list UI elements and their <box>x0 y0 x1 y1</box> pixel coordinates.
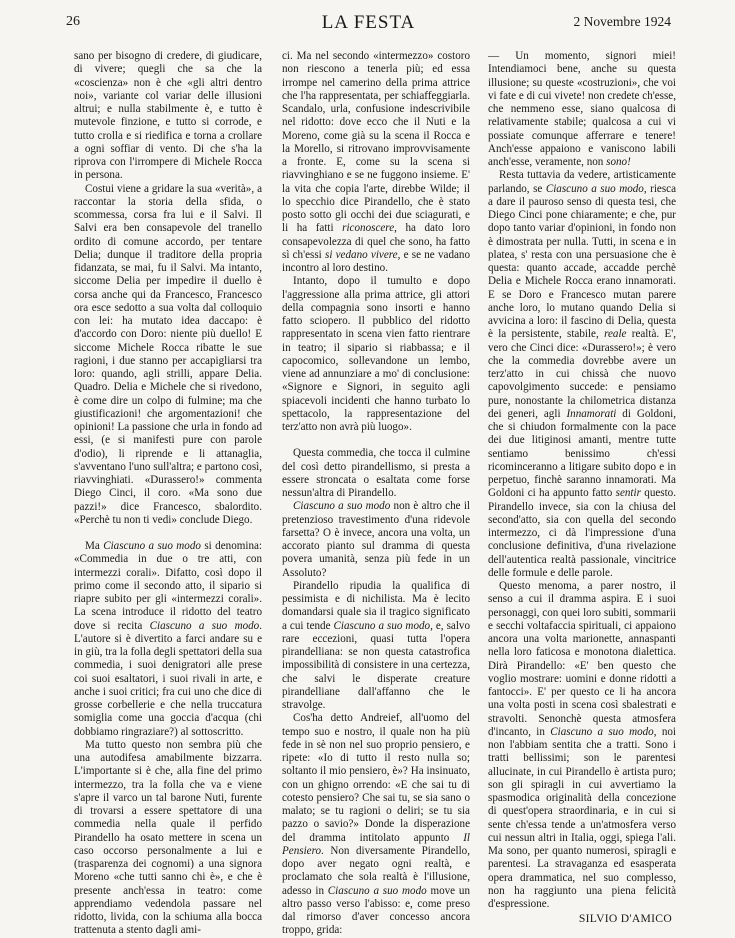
paragraph: Pirandello ripudia la qualifica di pessimista e di nichilista. Ma è lecito domandarsi quale sia il tragico significato a cui tende Ciascuno a suo modo, e, salvo rare eccezioni, quasi tutta l'opera pirandelliana: se non questa catastrofica impossibilità di consistere in una certezza, che salvi le disperate creature pirandelliane dall'affanno che le stravolge. <box>282 579 471 711</box>
paragraph: Questo menoma, a parer nostro, il senso a cui il dramma aspira. E i suoi personaggi, con quei loro subiti, sommarii e secchi voltafaccia spirituali, ci appaiono ancora una volta marionette, annaspanti nella loro faticosa e monotona dialettica. Dirà Pirandello: «E' ben questo che voglio mostrare: uomini e donne ridotti a fantocci». E' per questo ce li ha ancora una volta posti in scena così sbalestrati e stravolti. Senonchè questa atmosfera d'incanto, in Ciascuno a suo modo, noi non l'abbiam sentita che a tratti. Sono i tratti bellissimi; son le parentesi allucinate, in cui Pirandello è artista puro; son gli spiragli in cui avvertiamo la spasmodica originalità della concezione di quest'opera straordinaria, e in cui si sente ch'essa tende a un'atmosfera verso cui nessun altri in Italia, oggi, spiega l'ali. Ma sono, per quanto numerosi, spiragli e parentesi. La stravaganza ed esasperata opera drammatica, nel suo complesso, non ha raggiunto una piena felicità d'espressione. <box>488 580 677 910</box>
play-title: Ciascuno a suo modo <box>149 619 260 632</box>
paragraph: sano per bisogno di credere, di giudicare, di vivere; quegli che sa che la «coscienza» non è che «gli altri dentro noi», variante col variar delle illusioni altrui; e nulla stabilmente è, e tutto è mutevole finzione, e tutto si corrode, e tutto crolla e si riedifica e torna a crollare a ogni soffiar di vento. Di che s'ha la riprova con l'irrompere di Michele Rocca in persona. <box>74 50 262 182</box>
play-title: Ciascuno a suo modo <box>293 500 391 513</box>
paragraph: Intanto, dopo il tumulto e dopo l'aggressione alla prima attrice, gli attori della compagnia sono insorti e hanno fatto sciopero. Il pubblico del ridotto rappresentato in scena vien fatto rientrare in teatro; il sipario si riabbassa; e il capocomico, sollevandone un lembo, viene ad annunziare a mo' di conclusione: «Signore e Signori, in seguito agli spiacevoli incidenti che hanno turbato lo spettacolo, la rappresentazione del terz'atto non avrà più luogo». <box>282 275 470 433</box>
column-3 <box>488 50 676 926</box>
column-2 <box>282 50 470 938</box>
paragraph: Costui viene a gridare la sua «verità», a raccontar la storia della sfida, o scommessa, corsa fra lui e il Salvi. Il Salvi era ben consapevole del tranello ordito di comune accordo, per tentare Delia; dunque il traditore della propria fidanzata, se mai, fu il Salvi. Ma intanto, siccome Delia per impedire il duello è corsa anche qui da Francesco, Francesco ora esce sedotto a sua volta dal colloquio con lei: ha mutato idea daccapo: è d'accordo con Doro: niente più duello! E siccome Michele Rocca ribatte le sue ragioni, i due stanno per accapigliarsi tra loro: quando, agli strilli, appare Delia. Quadro. Delia e Michele che si rivedono, è come dire un colpo di fulmine; ma che giustificazioni! che argomentazioni! che opinioni! La passione che urla in fondo ad essi, (e si manifesti pure con parole d'odio), li riprende e li attanaglia, s'avventano l'uno sull'altra; e partono così, riavvinghiati. «Durassero!» commenta Diego Cinci, il coro. «Ma sono due pazzi!» dice Francesco, sbalordito. «Perchè tu non ti vedi» conclude Diego. <box>74 182 262 526</box>
play-title: Ciascuno a suo modo <box>327 884 427 897</box>
paragraph: ci. Ma nel secondo «intermezzo» costoro non riescono a tenerla più; ed essa irrompe nel camerino della prima attrice che l'ha rappresentata, per schiaffeggiarla. Scandalo, urla, confusione indescrivibile nel ridotto: dove ecco che il Nuti e la Moreno, come già su la scena il Rocca e la Morello, si ritrovano improvvisamente a fronte. E, come su la scena si riavvinghiano e se ne fuggono insieme. E' la vita che copia l'arte, direbbe Wilde; il lo specchio dice Pirandello, che è stato posto sotto gli occhi dei due sciagurati, e li ha fatti riconoscere, ha dato loro consapevolezza di quel che sono, ha fatto sì ch'essi si vedano vivere, e se ne vadano incontro al loro destino. <box>282 50 471 274</box>
paragraph: — Un momento, signori miei! Intendiamoci bene, anche su questa illusione; su queste «costruzioni», che voi vi fate e di cui vivete! non credete ch'esse, che nemmeno esse, siano qualcosa di relativamente stabile; qualcosa a cui vi possiate comunque afferrare e tenere! Anch'esse appaiono e vaniscono labili anch'esse, veramente, non sono! <box>488 50 676 168</box>
play-title: Ciascuno a suo modo <box>545 182 644 195</box>
magazine-title: LA FESTA <box>321 12 416 33</box>
paragraph: Ma tutto questo non sembra più che una autodifesa amabilmente bizzarra. L'importante si è che, alla fine del primo intermezzo, tra la folla che va e viene s'apre il varco un tal barone Nuti, furente di trovarsi a essere spettatore di una commedia nella quale il perfido Pirandello ha osato mettere in scena un caso occorso personalmente a lui e (trasparenza dei cognomi) a una signora Moreno «che tutti sanno chi è», e che è presente anch'essa in teatro: come apprendiamo vedendola passare nel ridotto, livida, con la schiuma alla bocca trattenuta a stento dagli ami- <box>74 738 262 937</box>
page-header <box>66 14 671 40</box>
play-title: Ciascuno a suo modo <box>103 540 201 552</box>
play-title: Ciascuno a suo modo <box>333 619 431 632</box>
issue-date: 2 Novembre 1924 <box>573 14 671 29</box>
page-number: 26 <box>66 14 80 29</box>
paragraph: Cos'ha detto Andreief, all'uomo del tempo suo e nostro, il quale non ha più fede in sè non nel suo proprio pensiero, e ripete: «Io di tutto il resto nulla so; soltanto il mio pensiero, è»? Ha insinuato, con un ghigno orrendo: «E che sai tu di cotesto pensiero? Che sai tu, se sia sano o malato; se tu ragioni o deliri; se tu sia pazzo o savio?» Donde la disperazione del dramma intitolato appunto Il Pensiero. Non diversamente Pirandello, dopo aver negato ogni realtà, e proclamato che sola realtà è l'illusione, adesso in Ciascuno a suo modo move un altro passo verso l'abisso: e, come preso dal rimorso d'aver concesso ancora troppo, grida: <box>282 712 470 937</box>
play-title: Ciascuno a suo modo <box>550 725 654 738</box>
author-signature: SILVIO D'AMICO <box>578 912 672 926</box>
paragraph: Questa commedia, che tocca il culmine del così detto pirandellismo, si presta a essere stroncata o esaltata come forse nessun'altra di Pirandello. <box>282 447 470 499</box>
column-1 <box>74 50 262 938</box>
paragraph: Ma Ciascuno a suo modo si denomina: «Commedia in due o tre atti, con intermezzi corali». Difatto, così dopo il primo come il secondo atto, il sipario si riapre subito per gli «intermezzi corali». La scena introduce il ridotto del teatro dove si recita Ciascuno a suo modo. L'autore si è divertito a farci andare su e in giù, tra la folla degli spettatori della sua commedia, i suoi denigratori alle prese coi suoi esaltatori, i suoi rivali in arte, e anche i suoi critici; fra cui uno che dice di grosse corbellerie e che nella truccatura somiglia come una goccia d'acqua (chi dobbiamo ringraziare?) al sottoscritto. <box>74 540 263 738</box>
paragraph: Ciascuno a suo modo non è altro che il pretenzioso travestimento d'una ridevole farsetta? O è invece, ancora una volta, un accorato pianto sul dramma di questa povera umanità, senza più fede in un Assoluto? <box>282 500 470 579</box>
paragraph: Resta tuttavia da vedere, artisticamente parlando, se Ciascuno a suo modo, riesca a dare il pauroso senso di questa tesi, che Diego Cinci pone chiaramente; e che, pur dopo tanto variar d'opinioni, in fondo non è dimostrata per nulla. Tutti, in scena e in platea, s' resta con una persuasione che è questa: quanto accade, accadde perchè Delia e Michele Rocca erano innamorati. E se Doro e Francesco mutan parere anche loro, lo mutano quando Delia si avvicina a loro: il fascino di Delia, questa è la persistente, stabile, reale realtà. E', vero che Cinci dice: «Durassero!»; è vero che la commedia dovrebbe avere un terz'atto in cui chissà che nuovo capovolgimento succede: e pensiamo pure, nonostante la chilometrica distanza dei generi, agli Innamorati di Goldoni, che si chiudon formalmente con la pace dei due litiginosi amanti, mentre tutte sentiamo benissimo ch'essi ricominceranno a litigare subito dopo e in perpetuo, finchè saranno innamorati. Ma Goldoni ci ha appunto fatto sentir questo. Pirandello invece, sia con la chiusa del second'atto, sia con quella del secondo intermezzo, ci dà l'impressione d'una conclusione definitiva, d'una rivelazione dell'autentica realtà passionale, vincitrice delle formule e delle parole. <box>488 169 677 579</box>
